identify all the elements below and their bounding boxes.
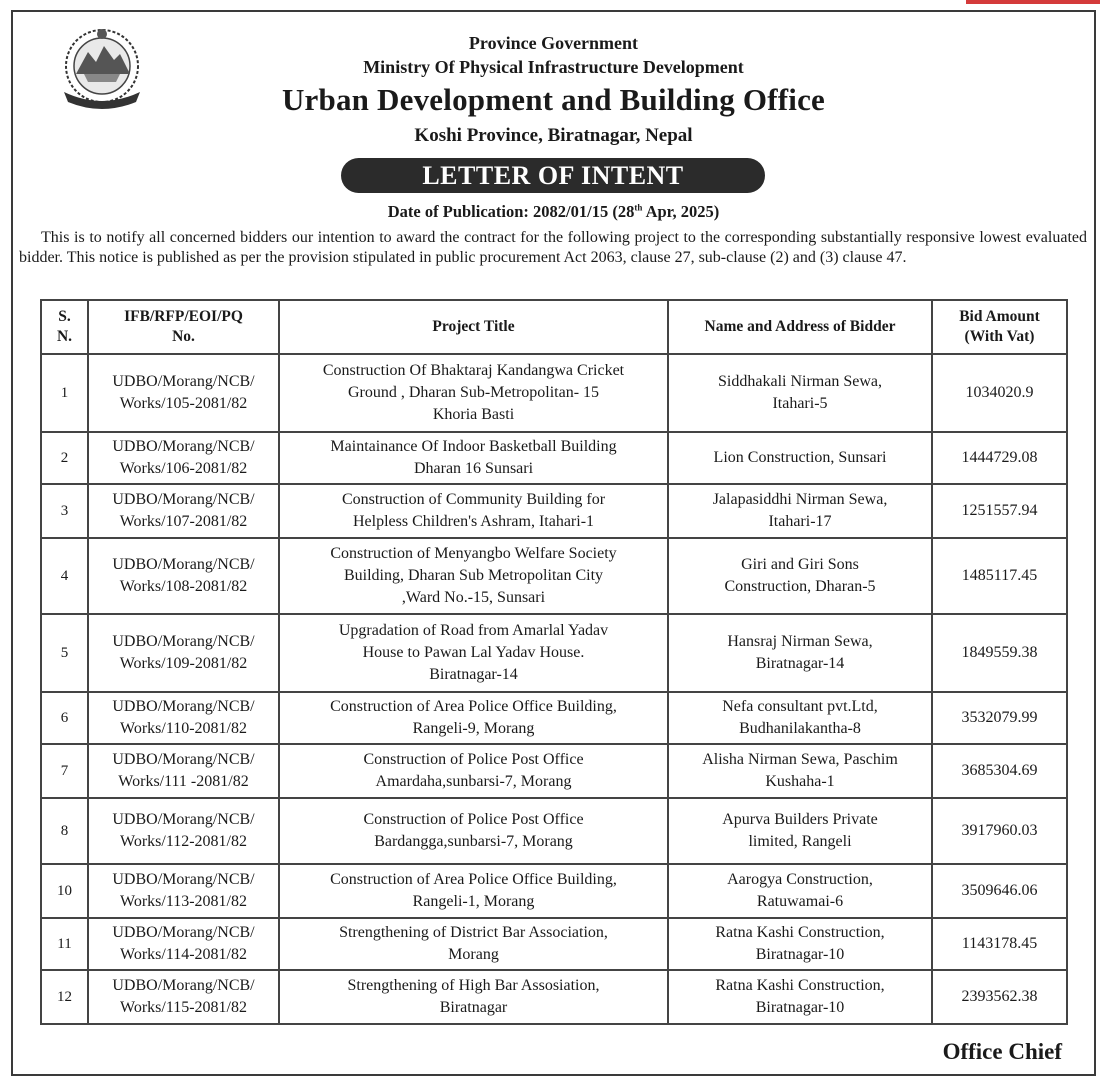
cell-ifb: UDBO/Morang/NCB/ Works/108-2081/82 xyxy=(88,538,279,614)
cell-project-title: Maintainance Of Indoor Basketball Building Dharan 16 Sunsari xyxy=(279,432,668,484)
cell-ifb: UDBO/Morang/NCB/ Works/106-2081/82 xyxy=(88,432,279,484)
table-row xyxy=(41,354,1067,432)
cell-bid-amount: 3917960.03 xyxy=(932,798,1067,864)
cell-bidder: Jalapasiddhi Nirman Sewa, Itahari-17 xyxy=(668,484,932,538)
cell-sn: 11 xyxy=(41,918,88,970)
cell-bidder: Giri and Giri Sons Construction, Dharan-5 xyxy=(668,538,932,614)
cell-sn: 4 xyxy=(41,538,88,614)
cell-bid-amount: 1143178.45 xyxy=(932,918,1067,970)
office-chief-signoff: Office Chief xyxy=(942,1039,1062,1064)
cell-ifb: UDBO/Morang/NCB/ Works/113-2081/82 xyxy=(88,864,279,918)
cell-project-title: Strengthening of District Bar Association, Morang xyxy=(279,918,668,970)
cell-bid-amount: 1251557.94 xyxy=(932,484,1067,538)
table-row xyxy=(41,432,1067,484)
letter-of-intent-banner: LETTER OF INTENT xyxy=(341,158,765,193)
table-row xyxy=(41,798,1067,864)
cell-bid-amount: 1444729.08 xyxy=(932,432,1067,484)
table-row xyxy=(41,918,1067,970)
cell-bidder: Apurva Builders Private limited, Rangeli xyxy=(668,798,932,864)
cell-bidder: Lion Construction, Sunsari xyxy=(668,432,932,484)
cell-ifb: UDBO/Morang/NCB/ Works/110-2081/82 xyxy=(88,692,279,744)
ministry-line: Ministry Of Physical Infrastructure Development xyxy=(363,57,744,77)
cell-project-title: Construction Of Bhaktaraj Kandangwa Cricket Ground , Dharan Sub-Metropolitan- 15 Khoria Basti xyxy=(279,354,668,432)
cell-bidder: Nefa consultant pvt.Ltd, Budhanilakantha-8 xyxy=(668,692,932,744)
cell-sn: 7 xyxy=(41,744,88,798)
cell-bidder: Alisha Nirman Sewa, Paschim Kushaha-1 xyxy=(668,744,932,798)
cell-bid-amount: 3685304.69 xyxy=(932,744,1067,798)
table-row xyxy=(41,614,1067,692)
cell-bid-amount: 1849559.38 xyxy=(932,614,1067,692)
cell-sn: 12 xyxy=(41,970,88,1024)
office-title: Urban Development and Building Office xyxy=(281,82,826,117)
table-row xyxy=(41,538,1067,614)
cell-ifb: UDBO/Morang/NCB/ Works/114-2081/82 xyxy=(88,918,279,970)
cell-bid-amount: 3509646.06 xyxy=(932,864,1067,918)
cell-ifb: UDBO/Morang/NCB/ Works/107-2081/82 xyxy=(88,484,279,538)
table-row xyxy=(41,692,1067,744)
cell-sn: 5 xyxy=(41,614,88,692)
cell-project-title: Construction of Area Police Office Building, Rangeli-1, Morang xyxy=(279,864,668,918)
cell-bidder: Ratna Kashi Construction, Biratnagar-10 xyxy=(668,970,932,1024)
cell-ifb: UDBO/Morang/NCB/ Works/109-2081/82 xyxy=(88,614,279,692)
table-row xyxy=(41,744,1067,798)
header-project-title: Project Title xyxy=(279,300,668,354)
cell-ifb: UDBO/Morang/NCB/ Works/112-2081/82 xyxy=(88,798,279,864)
cell-bidder: Hansraj Nirman Sewa, Biratnagar-14 xyxy=(668,614,932,692)
office-location: Koshi Province, Biratnagar, Nepal xyxy=(414,125,693,146)
table-row xyxy=(41,484,1067,538)
publication-date: Date of Publication: 2082/01/15 (28th Apr, 2025) xyxy=(387,202,720,221)
cell-bid-amount: 2393562.38 xyxy=(932,970,1067,1024)
cell-bidder: Ratna Kashi Construction, Biratnagar-10 xyxy=(668,918,932,970)
header-bid-amount: Bid Amount (With Vat) xyxy=(932,300,1067,354)
header-ifb: IFB/RFP/EOI/PQ No. xyxy=(88,300,279,354)
cell-sn: 10 xyxy=(41,864,88,918)
cell-sn: 2 xyxy=(41,432,88,484)
award-table xyxy=(40,299,1068,1025)
cell-project-title: Construction of Community Building for Helpless Children's Ashram, Itahari-1 xyxy=(279,484,668,538)
cell-project-title: Strengthening of High Bar Assosiation, Biratnagar xyxy=(279,970,668,1024)
table-header-row xyxy=(41,300,1067,354)
cell-bidder: Aarogya Construction, Ratuwamai-6 xyxy=(668,864,932,918)
cell-project-title: Construction of Police Post Office Amardaha,sunbarsi-7, Morang xyxy=(279,744,668,798)
cell-project-title: Construction of Police Post Office Bardangga,sunbarsi-7, Morang xyxy=(279,798,668,864)
cell-bid-amount: 1034020.9 xyxy=(932,354,1067,432)
cell-bid-amount: 3532079.99 xyxy=(932,692,1067,744)
cell-ifb: UDBO/Morang/NCB/ Works/115-2081/82 xyxy=(88,970,279,1024)
intro-paragraph: This is to notify all concerned bidders our intention to award the contract for the following project to the corresponding substantially responsive lowest evaluated bidder. This notice is published as per the provision stipulated in public procurement Act 2063, clause 27, sub-clause (2) and (3) clause 47. xyxy=(19,229,1087,266)
cell-ifb: UDBO/Morang/NCB/ Works/111 -2081/82 xyxy=(88,744,279,798)
cell-project-title: Construction of Area Police Office Building, Rangeli-9, Morang xyxy=(279,692,668,744)
table-row xyxy=(41,864,1067,918)
cell-project-title: Upgradation of Road from Amarlal Yadav House to Pawan Lal Yadav House. Biratnagar-14 xyxy=(279,614,668,692)
cell-sn: 8 xyxy=(41,798,88,864)
cell-bidder: Siddhakali Nirman Sewa, Itahari-5 xyxy=(668,354,932,432)
cell-bid-amount: 1485117.45 xyxy=(932,538,1067,614)
province-government-line: Province Government xyxy=(468,33,639,53)
cell-ifb: UDBO/Morang/NCB/ Works/105-2081/82 xyxy=(88,354,279,432)
cell-sn: 6 xyxy=(41,692,88,744)
cell-sn: 3 xyxy=(41,484,88,538)
cell-project-title: Construction of Menyangbo Welfare Society Building, Dharan Sub Metropolitan City ,Ward No.-15, Sunsari xyxy=(279,538,668,614)
cell-sn: 1 xyxy=(41,354,88,432)
header-bidder: Name and Address of Bidder xyxy=(668,300,932,354)
table-row xyxy=(41,970,1067,1024)
header-sn: S. N. xyxy=(41,300,88,354)
top-accent-bar xyxy=(966,0,1100,4)
